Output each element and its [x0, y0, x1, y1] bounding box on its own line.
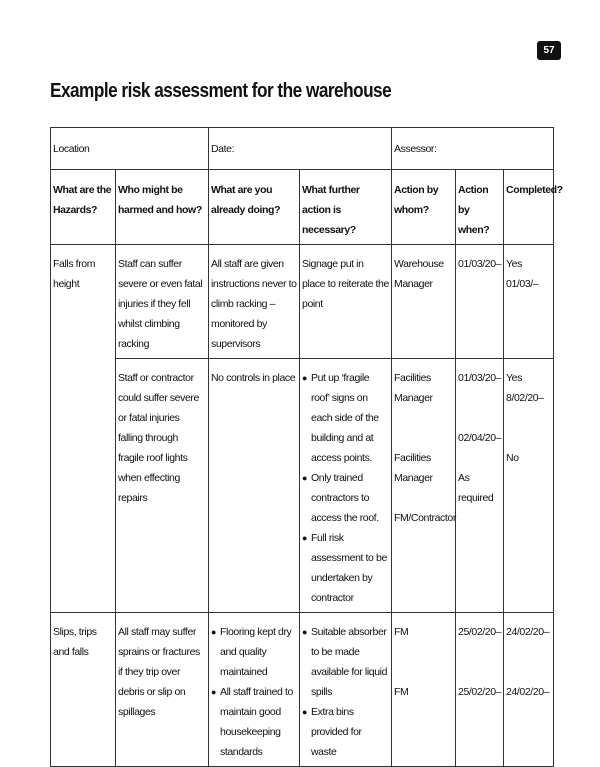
doing-cell: All staff are given instructions never to climb racking – monitored by supervisors: [209, 245, 300, 359]
bullet-item: ● Put up ‘fragile roof’ signs on each side of the building and at access points.: [302, 368, 389, 468]
header-row: [51, 170, 554, 245]
who-cell: Staff can suffer severe or even fatal injuries if they fell whilst climbing racking: [116, 245, 209, 359]
hazard-cell: Falls from height: [51, 245, 116, 613]
date-cell: Date:: [209, 128, 392, 170]
bullet-item: ● Full risk assessment to be undertaken by contractor: [302, 528, 389, 608]
further-cell: [300, 613, 392, 767]
doing-cell: [209, 613, 300, 767]
bullet-item: ● Flooring kept dry and quality maintained: [211, 622, 297, 682]
bullet-icon: ●: [302, 473, 308, 483]
bullet-icon: ●: [302, 627, 308, 637]
completed-cell: 24/02/20– 24/02/20–: [504, 613, 554, 767]
page-title: Example risk assessment for the warehouse: [50, 80, 392, 102]
bullet-icon: ●: [302, 707, 308, 717]
bullet-icon: ●: [302, 373, 308, 383]
by-when-cell: 25/02/20– 25/02/20–: [456, 613, 504, 767]
risk-assessment-table: [50, 127, 563, 767]
bullet-icon: ●: [211, 627, 217, 637]
assessor-cell: Assessor:: [392, 128, 554, 170]
table-row: [51, 245, 554, 359]
bullet-item: ● Suitable absorber to be made available for liquid spills: [302, 622, 389, 702]
header-completed: Completed?: [504, 170, 554, 245]
table-row: [51, 613, 554, 767]
by-whom-cell: FM FM: [392, 613, 456, 767]
header-action-by-whom: Action by whom?: [392, 170, 456, 245]
by-when-cell: 01/03/20–: [456, 245, 504, 359]
header-who-harmed: Who might be harmed and how?: [116, 170, 209, 245]
header-hazards: What are the Hazards?: [51, 170, 116, 245]
bullet-icon: ●: [302, 533, 308, 543]
by-when-cell: 01/03/20– 02/04/20– As required: [456, 359, 504, 613]
bullet-item: ● Extra bins provided for waste: [302, 702, 389, 762]
who-cell: All staff may suffer sprains or fractures if they trip over debris or slip on spillages: [116, 613, 209, 767]
by-whom-cell: Facilities Manager Facilities Manager FM/Contractor: [392, 359, 456, 613]
completed-cell: Yes 8/02/20– No: [504, 359, 554, 613]
table-row: [51, 359, 554, 613]
header-action-by-when: Action by when?: [456, 170, 504, 245]
header-further-action: What further action is necessary?: [300, 170, 392, 245]
further-cell: [300, 359, 392, 613]
bullet-icon: ●: [211, 687, 217, 697]
hazard-cell: Slips, trips and falls: [51, 613, 116, 767]
meta-row: [51, 128, 554, 170]
completed-cell: Yes 01/03/–: [504, 245, 554, 359]
who-cell: Staff or contractor could suffer severe or fatal injuries falling through fragile roof lights when effecting repairs: [116, 359, 209, 613]
location-cell: Location: [51, 128, 209, 170]
further-cell: Signage put in place to reiterate the point: [300, 245, 392, 359]
doing-cell: No controls in place: [209, 359, 300, 613]
bullet-item: ● Only trained contractors to access the roof.: [302, 468, 389, 528]
by-whom-cell: Warehouse Manager: [392, 245, 456, 359]
bullet-item: ● All staff trained to maintain good housekeeping standards: [211, 682, 297, 762]
page-number-badge: 57: [537, 41, 561, 60]
header-already-doing: What are you already doing?: [209, 170, 300, 245]
